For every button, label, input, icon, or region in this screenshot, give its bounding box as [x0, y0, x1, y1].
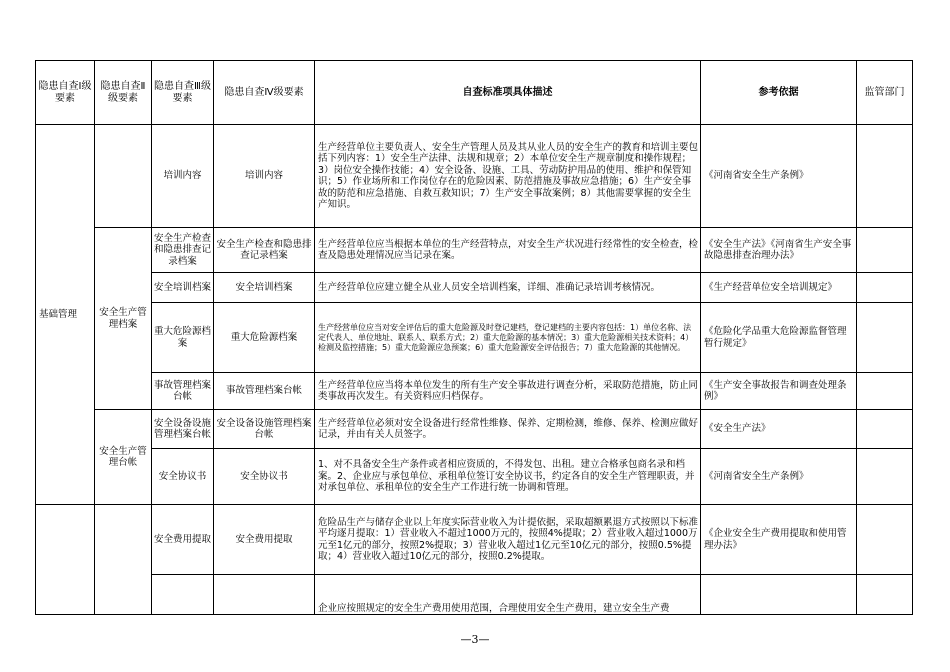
header-level2: 隐患自查Ⅱ级要素 — [95, 61, 152, 125]
table-row — [36, 449, 913, 505]
level4-cell: 重大危险源档案 — [214, 303, 315, 373]
level2-archives: 安全生产管理档案 — [95, 228, 152, 410]
description-cell: 危险品生产与储存企业以上年度实际营业收入为计提依据，采取超额累退方式按照以下标准平均逐月提取：1）营业收入不超过1000万元的，按照4%提取；2）营业收入超过1000万元至1亿元的部分，按照2%提取；3）营业收入超过1亿元至10亿元的部分，按照0.5%提取；4）营业收入超过10亿元的部分，按照0.2%提取。 — [315, 505, 701, 575]
level4-cell — [214, 575, 315, 615]
table-row — [36, 410, 913, 449]
level3-cell — [152, 575, 214, 615]
level4-cell: 培训内容 — [214, 125, 315, 228]
basis-cell: 《危险化学品重大危险源监督管理暂行规定》 — [701, 303, 857, 373]
level3-cell: 事故管理档案台帐 — [152, 373, 214, 410]
description-cell: 生产经营单位必须对安全设备进行经常性维修、保养、定期检测，维修、保养、检测应做好记录，并由有关人员签字。 — [315, 410, 701, 449]
department-cell — [857, 410, 913, 449]
table-row — [36, 373, 913, 410]
basis-cell — [701, 575, 857, 615]
table-row — [36, 505, 913, 575]
department-cell — [857, 228, 913, 273]
description-cell: 生产经营单位应建立健全从业人员安全培训档案，详细、准确记录培训考核情况。 — [315, 273, 701, 303]
header-level4: 隐患自查Ⅳ级要素 — [214, 61, 315, 125]
header-department: 监管部门 — [857, 61, 913, 125]
description-cell: 生产经营单位应当根据本单位的生产经营特点，对安全生产状况进行经常性的安全检查，检查及隐患处理情况应当记录在案。 — [315, 228, 701, 273]
basis-cell: 《河南省安全生产条例》 — [701, 125, 857, 228]
basis-cell: 《安全生产法》《河南省生产安全事故隐患排查治理办法》 — [701, 228, 857, 273]
level4-cell: 安全协议书 — [214, 449, 315, 505]
table-row — [36, 575, 913, 615]
hazard-checklist-table — [35, 60, 913, 615]
level3-cell: 安全协议书 — [152, 449, 214, 505]
level3-cell: 安全费用提取 — [152, 505, 214, 575]
level1-blank-cell — [36, 505, 95, 615]
level2-blank-cell — [95, 125, 152, 228]
description-cell — [315, 575, 701, 615]
level4-cell: 安全设备设施管理档案台帐 — [214, 410, 315, 449]
department-cell — [857, 449, 913, 505]
header-row — [36, 61, 913, 125]
description-cell: 1、对不具备安全生产条件或者相应资质的，不得发包、出租。建立合格承包商名录和档案。2、企业应与承包单位、承租单位签订安全协议书，约定各自的安全生产管理职责，并对承包单位、承租单位的安全生产工作进行统一协调和管理。 — [315, 449, 701, 505]
level4-cell: 安全生产检查和隐患排查记录档案 — [214, 228, 315, 273]
description-cell: 生产经营单位主要负责人、安全生产管理人员及其从业人员的安全生产的教育和培训主要包括下列内容：1）安全生产法律、法规和规章；2）本单位安全生产规章制度和操作规程；3）岗位安全操作技能；4）安全设备、设施、工具、劳动防护用品的使用、维护和保管知识；5）作业场所和工作岗位存在的危险因素、防范措施及事故应急措施；6）生产安全事故的防范和应急措施、自救互救知识；7）生产安全事故案例；8）其他需要掌握的安全生产知识。 — [315, 125, 701, 228]
department-cell — [857, 273, 913, 303]
table-row — [36, 303, 913, 373]
basis-cell: 《生产安全事故报告和调查处理条例》 — [701, 373, 857, 410]
department-cell — [857, 505, 913, 575]
department-cell — [857, 125, 913, 228]
level1-basic-management: 基础管理 — [36, 125, 95, 505]
basis-cell: 《企业安全生产费用提取和使用管理办法》 — [701, 505, 857, 575]
table-row — [36, 228, 913, 273]
level2-ledger: 安全生产管理台帐 — [95, 410, 152, 505]
level4-cell: 安全费用提取 — [214, 505, 315, 575]
description-cell-text: 企业应按照规定的安全生产费用使用范围，合理使用安全生产费用，建立安全生产费 — [318, 602, 670, 614]
level3-cell: 安全设备设施管理档案台帐 — [152, 410, 214, 449]
department-cell — [857, 373, 913, 410]
level4-cell: 安全培训档案 — [214, 273, 315, 303]
header-level3: 隐患自查Ⅲ级要素 — [152, 61, 214, 125]
inspection-table-sheet — [35, 60, 912, 614]
basis-cell: 《生产经营单位安全培训规定》 — [701, 273, 857, 303]
level4-cell: 事故管理档案台帐 — [214, 373, 315, 410]
page-number: —3— — [460, 633, 490, 646]
department-cell — [857, 575, 913, 615]
header-basis: 参考依据 — [701, 61, 857, 125]
basis-cell: 《安全生产法》 — [701, 410, 857, 449]
level3-cell: 重大危险源档案 — [152, 303, 214, 373]
table-row — [36, 273, 913, 303]
level3-cell: 安全培训档案 — [152, 273, 214, 303]
basis-cell: 《河南省安全生产条例》 — [701, 449, 857, 505]
table-row — [36, 125, 913, 228]
level2-blank-cell — [95, 505, 152, 615]
header-description: 自查标准项具体描述 — [315, 61, 701, 125]
header-level1: 隐患自查Ⅰ级要素 — [36, 61, 95, 125]
description-cell: 生产经营单位应当将本单位发生的所有生产安全事故进行调查分析，采取防范措施，防止同类事故再次发生。有关资料应归档保存。 — [315, 373, 701, 410]
level3-cell: 培训内容 — [152, 125, 214, 228]
description-cell: 生产经营单位应当对安全评估后的重大危险源及时登记建档，登记建档的主要内容包括：1）单位名称、法定代表人、单位地址、联系人、联系方式；2）重大危险源的基本情况；3）重大危险源相关技术资料；4）检测及监控措施；5）重大危险源应急预案；6）重大危险源安全评估报告；7）重大危险源的其他情况。 — [315, 303, 701, 373]
level3-cell: 安全生产检查和隐患排查记录档案 — [152, 228, 214, 273]
department-cell — [857, 303, 913, 373]
